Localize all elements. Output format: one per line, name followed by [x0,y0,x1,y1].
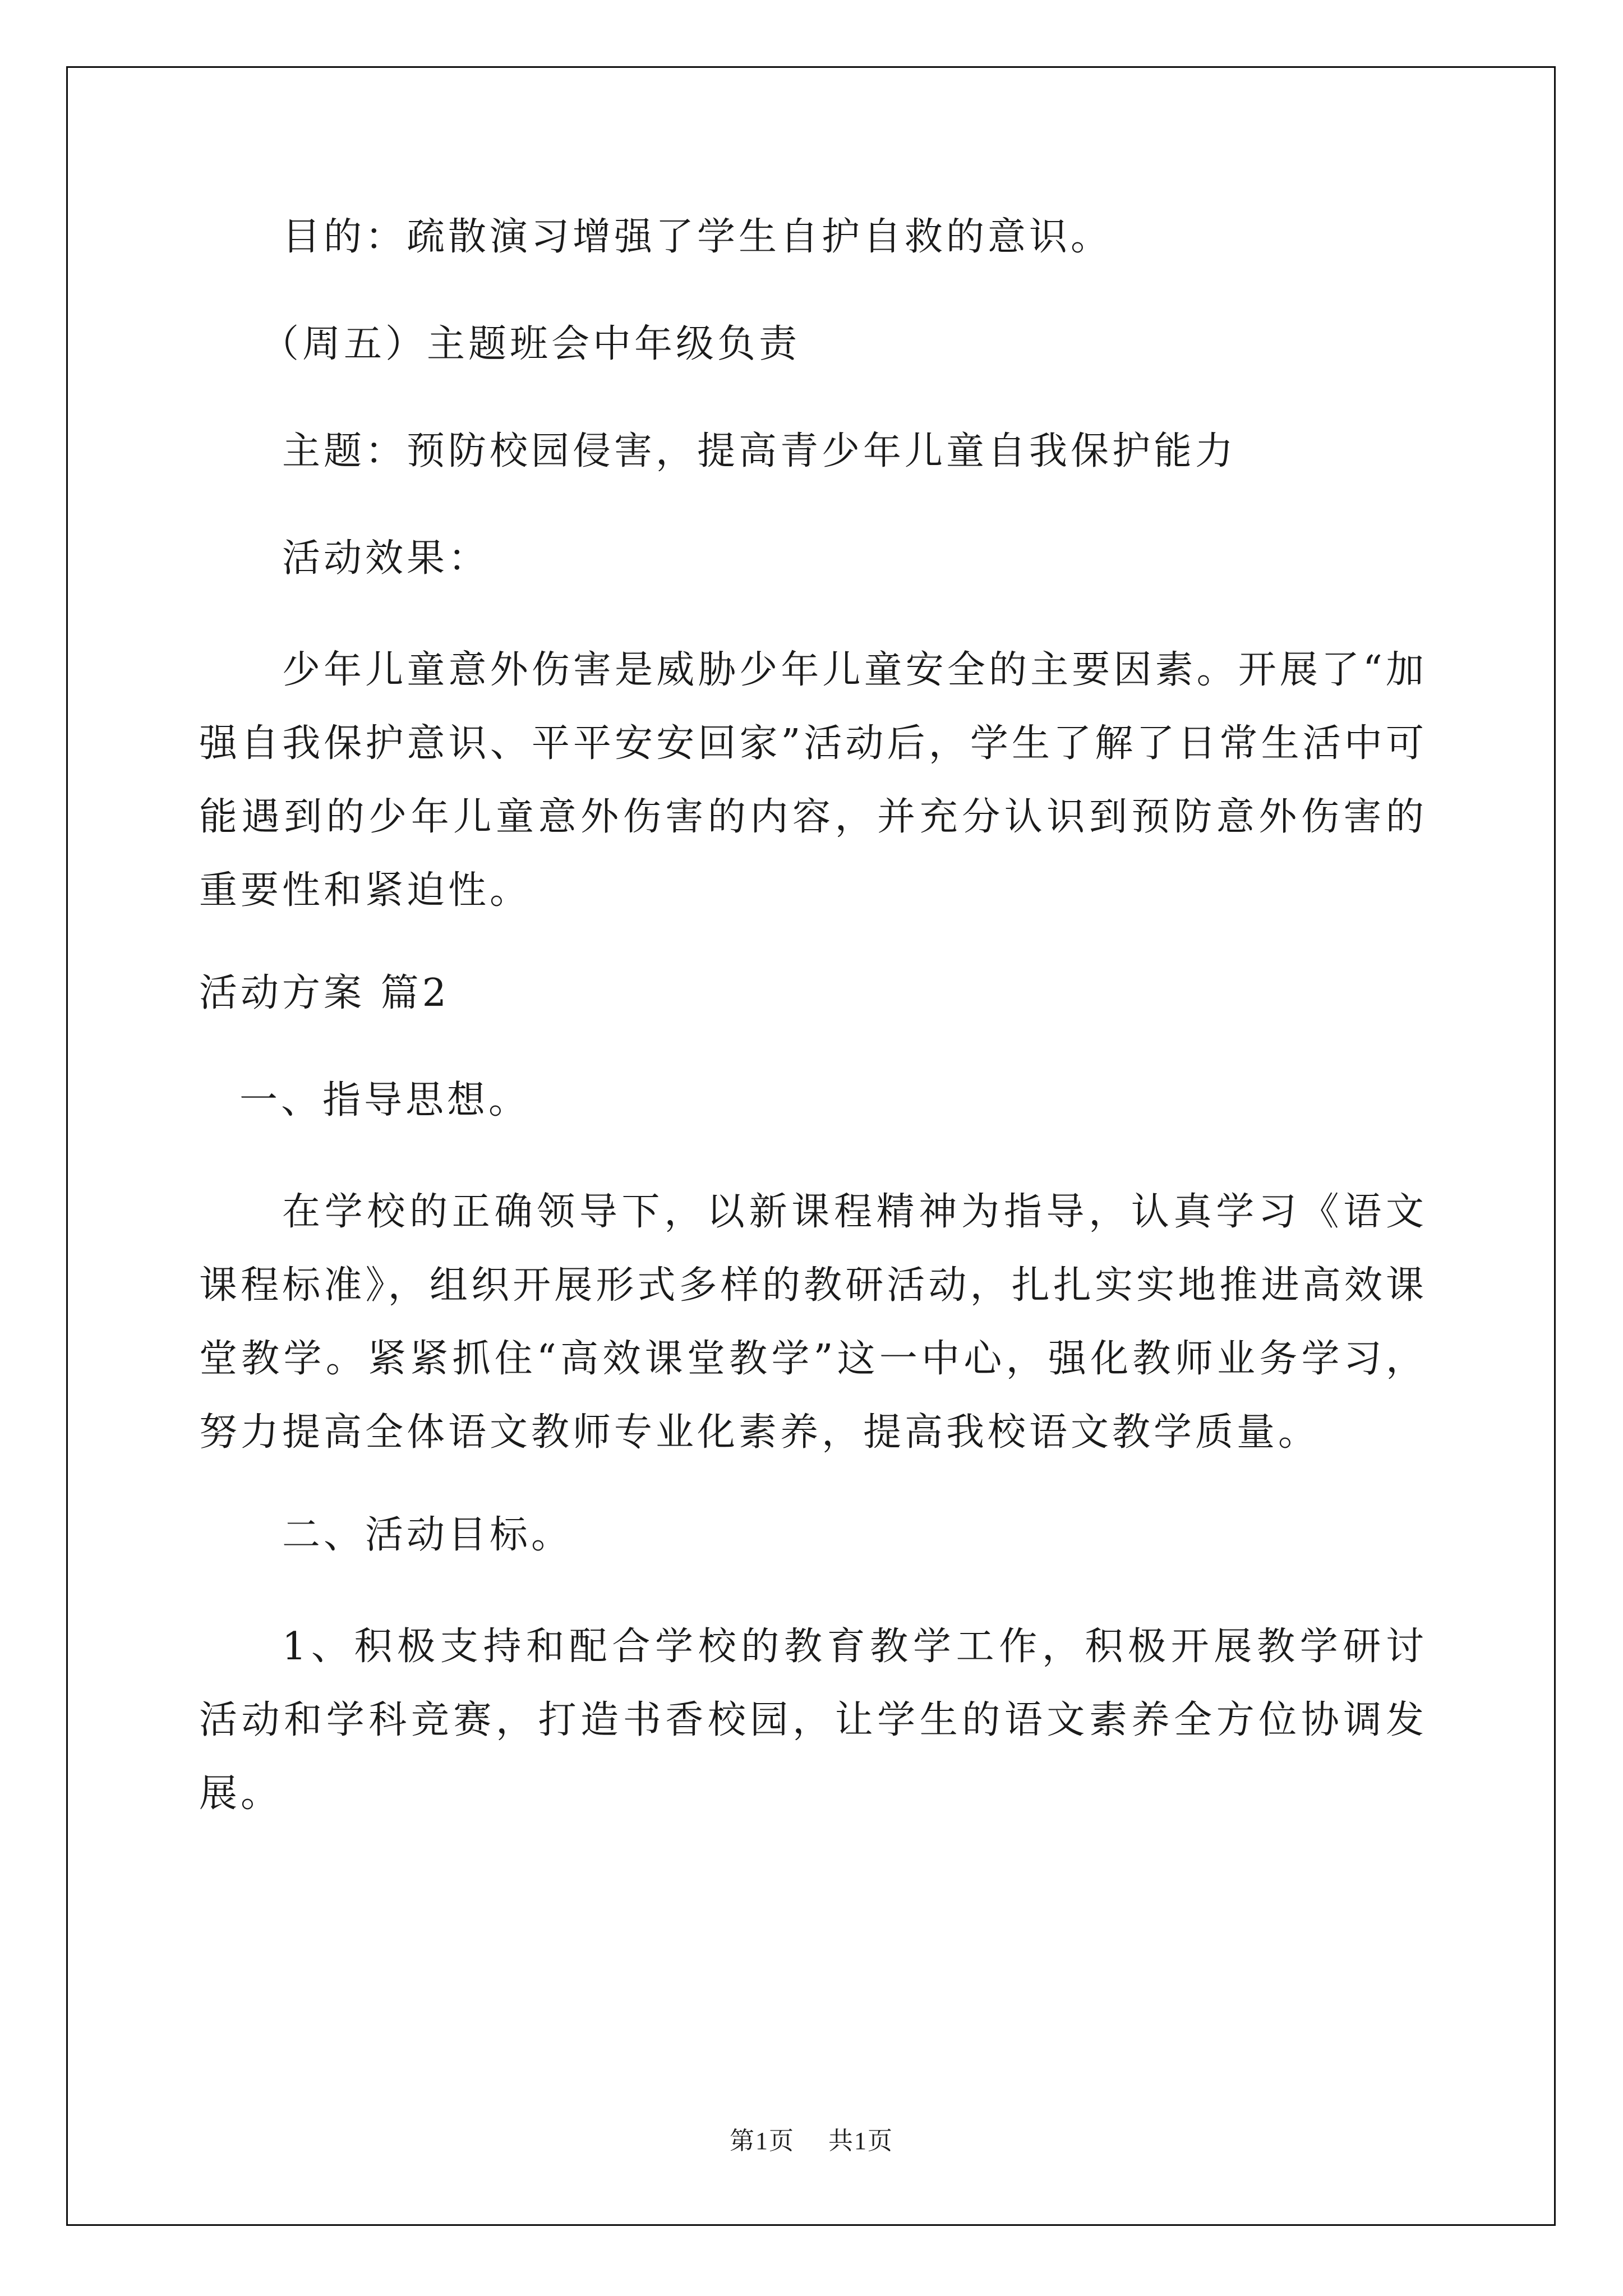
page-total: 共1页 [828,2127,893,2155]
section-title: 活动方案 篇2 [199,971,450,1015]
page-footer [0,2120,1623,2156]
activity-goals-paragraph: 1、积极支持和配合学校的教育教学工作，积极开展教学研讨活动和学科竞赛，打造书香校园，让学生的语文素养全方位协调发展。 [199,1625,1427,1816]
purpose-line: 目的：疏散演习增强了学生自护自救的意识。 [282,215,1113,259]
page-number: 第1页 [730,2127,795,2155]
document-body [199,216,1427,1887]
theme-line: 主题：预防校园侵害，提高青少年儿童自我保护能力 [282,429,1237,473]
guiding-thought-paragraph: 在学校的正确领导下，以新课程精神为指导，认真学习《语文课程标准》，组织开展形式多样的教研活动，扎扎实实地推进高效课堂教学。紧紧抓住“高效课堂教学”这一中心，强化教师业务学习，努力提高全体语文教师专业化素养，提高我校语文教学质量。 [199,1190,1427,1455]
effect-heading: 活动效果： [282,536,490,581]
effect-paragraph: 少年儿童意外伤害是威胁少年儿童安全的主要因素。开展了“加强自我保护意识、平平安安回家”活动后，学生了解了日常生活中可能遇到的少年儿童意外伤害的内容，并充分认识到预防意外伤害的重要性和紧迫性。 [199,648,1427,913]
heading-guiding-thought: 一、指导思想。 [239,1078,531,1122]
heading-activity-goals: 二、活动目标。 [282,1513,573,1557]
class-meeting-line: （周五）主题班会中年级负责 [261,322,801,366]
